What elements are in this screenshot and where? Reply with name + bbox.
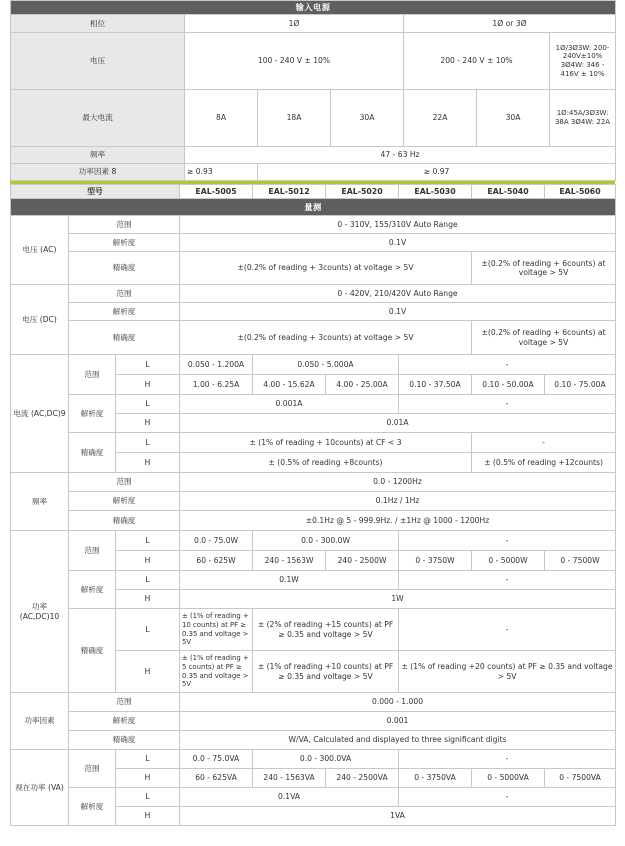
power-range-h: 240 - 1563W [253,551,326,571]
va-range-h: 0 - 7500VA [545,769,616,788]
power-acc-l1: ± (1% of reading + 10 counts) at PF ≥ 0.35 and voltage > 5V [180,609,253,651]
frequency-value: 47 - 63 Hz [185,147,616,164]
current-range-h: 0.10 - 75.00A [545,375,616,395]
max-current-value: 22A [404,90,477,147]
current-range-h: 0.10 - 37.50A [399,375,472,395]
current-range-l: - [399,355,616,375]
freq-label: 频率 [11,473,69,531]
power-range-label: 范围 [69,531,116,571]
power-range-h: 0 - 3750W [399,551,472,571]
phase-label: 相位 [11,15,185,33]
current-res-h: 0.01A [180,414,616,433]
max-current-value: 8A [185,90,258,147]
current-range-l: 0.050 - 1.200A [180,355,253,375]
va-range-l: 0.0 - 75.0VA [180,750,253,769]
va-range-h: 0 - 3750VA [399,769,472,788]
pf-acc-label: 精确度 [69,731,180,750]
level-l: L [116,571,180,590]
measurement-title: 量测 [11,199,616,216]
va-res-label: 解析度 [69,788,116,826]
input-power-table [10,0,616,181]
power-range-h: 240 - 2500W [326,551,399,571]
freq-range: 0.0 - 1200Hz [180,473,616,492]
voltage-value-3: 1Ø/3Ø3W: 200-240V±10% 3Ø4W: 346 - 416V ± 10% [550,33,616,90]
va-range-h: 0 - 5000VA [472,769,545,788]
measurement-table [10,184,616,826]
vdc-label: 电压 (DC) [11,285,69,355]
current-acc-l1: ± (1% of reading + 10counts) at CF < 3 [180,433,472,453]
vdc-range: 0 - 420V, 210/420V Auto Range [180,285,616,303]
current-acc-h2: ± (0.5% of reading +12counts) [472,453,616,473]
level-l: L [116,531,180,551]
va-res-h: 1VA [180,807,616,826]
freq-acc: ±0.1Hz @ 5 - 999.9Hz. / ±1Hz @ 1000 - 1200Hz [180,511,616,531]
va-range-h: 60 - 625VA [180,769,253,788]
vdc-acc-1: ±(0.2% of reading + 3counts) at voltage > 5V [180,321,472,355]
power-range-h: 0 - 7500W [545,551,616,571]
power-acc-l3: - [399,609,616,651]
power-res-h: 1W [180,590,616,609]
power-acc-l2: ± (2% of reading +15 counts) at PF ≥ 0.35 and voltage > 5V [253,609,399,651]
model-name: EAL-5020 [326,185,399,199]
power-factor-value-2: ≥ 0.97 [258,164,616,181]
level-h: H [116,453,180,473]
freq-res: 0.1Hz / 1Hz [180,492,616,511]
va-range-l: - [399,750,616,769]
va-res-l: 0.1VA [180,788,399,807]
level-l: L [116,395,180,414]
vac-res: 0.1V [180,234,616,252]
current-label: 电流 (AC,DC)9 [11,355,69,473]
freq-range-label: 范围 [69,473,180,492]
power-range-h: 0 - 5000W [472,551,545,571]
vac-acc-2: ±(0.2% of reading + 6counts) at voltage > 5V [472,252,616,285]
model-name: EAL-5030 [399,185,472,199]
va-range-l: 0.0 - 300.0VA [253,750,399,769]
model-name: EAL-5012 [253,185,326,199]
phase-value-1: 1Ø [185,15,404,33]
level-h: H [116,590,180,609]
pf-acc: W/VA, Calculated and displayed to three significant digits [180,731,616,750]
power-acc-h1: ± (1% of reading + 5 counts) at PF ≥ 0.35 and voltage > 5V [180,651,253,693]
model-name: EAL-5040 [472,185,545,199]
pf-range: 0.000 - 1.000 [180,693,616,712]
current-res-label: 解析度 [69,395,116,433]
vac-range: 0 - 310V, 155/310V Auto Range [180,216,616,234]
current-acc-h1: ± (0.5% of reading +8counts) [180,453,472,473]
vdc-acc-2: ±(0.2% of reading + 6counts) at voltage > 5V [472,321,616,355]
level-l: L [116,433,180,453]
pf-label: 功率因素 [11,693,69,750]
power-factor-value-1: ≥ 0.93 [185,164,258,181]
freq-res-label: 解析度 [69,492,180,511]
level-l: L [116,750,180,769]
max-current-value: 30A [477,90,550,147]
vdc-res: 0.1V [180,303,616,321]
va-label: 视在功率 (VA) [11,750,69,826]
current-res-l: 0.001A [180,395,399,414]
level-h: H [116,769,180,788]
power-factor-label: 功率因素 8 [11,164,185,181]
va-range-h: 240 - 1563VA [253,769,326,788]
model-label: 型号 [11,185,180,199]
level-l: L [116,355,180,375]
max-current-value: 1Ø:45A/3Ø3W: 38A 3Ø4W: 22A [550,90,616,147]
current-range-h: 4.00 - 15.62A [253,375,326,395]
current-res-l-dash: - [399,395,616,414]
model-name: EAL-5060 [545,185,616,199]
vac-label: 电压 (AC) [11,216,69,285]
power-res-l: 0.1W [180,571,399,590]
power-range-h: 60 - 625W [180,551,253,571]
vdc-range-label: 范围 [69,285,180,303]
model-name: EAL-5005 [180,185,253,199]
va-res-l-dash: - [399,788,616,807]
current-range-h: 4.00 - 25.00A [326,375,399,395]
vac-acc-1: ±(0.2% of reading + 3counts) at voltage > 5V [180,252,472,285]
current-range-h: 1.00 - 6.25A [180,375,253,395]
power-acc-label: 精确度 [69,609,116,693]
current-acc-l2: - [472,433,616,453]
pf-res: 0.001 [180,712,616,731]
va-range-label: 范围 [69,750,116,788]
vac-res-label: 解析度 [69,234,180,252]
va-range-h: 240 - 2500VA [326,769,399,788]
frequency-label: 频率 [11,147,185,164]
input-power-title: 输入电源 [11,1,616,15]
power-acc-h3: ± (1% of reading +20 counts) at PF ≥ 0.35 and voltage > 5V [399,651,616,693]
level-l: L [116,609,180,651]
level-h: H [116,651,180,693]
vac-acc-label: 精确度 [69,252,180,285]
power-res-label: 解析度 [69,571,116,609]
current-acc-label: 精确度 [69,433,116,473]
level-h: H [116,807,180,826]
vdc-acc-label: 精确度 [69,321,180,355]
power-range-l: 0.0 - 75.0W [180,531,253,551]
power-range-l: 0.0 - 300.0W [253,531,399,551]
level-h: H [116,414,180,433]
level-l: L [116,788,180,807]
vdc-res-label: 解析度 [69,303,180,321]
pf-res-label: 解析度 [69,712,180,731]
voltage-label: 电压 [11,33,185,90]
max-current-label: 最大电流 [11,90,185,147]
current-range-label: 范围 [69,355,116,395]
vac-range-label: 范围 [69,216,180,234]
max-current-value: 30A [331,90,404,147]
power-acc-h2: ± (1% of reading +10 counts) at PF ≥ 0.35 and voltage > 5V [253,651,399,693]
power-res-l-dash: - [399,571,616,590]
pf-range-label: 范围 [69,693,180,712]
voltage-value-1: 100 - 240 V ± 10% [185,33,404,90]
current-range-l: 0.050 - 5.000A [253,355,399,375]
level-h: H [116,375,180,395]
freq-acc-label: 精确度 [69,511,180,531]
current-range-h: 0.10 - 50.00A [472,375,545,395]
voltage-value-2: 200 - 240 V ± 10% [404,33,550,90]
power-range-l: - [399,531,616,551]
phase-value-2: 1Ø or 3Ø [404,15,616,33]
level-h: H [116,551,180,571]
max-current-value: 18A [258,90,331,147]
power-label: 功率 (AC,DC)10 [11,531,69,693]
